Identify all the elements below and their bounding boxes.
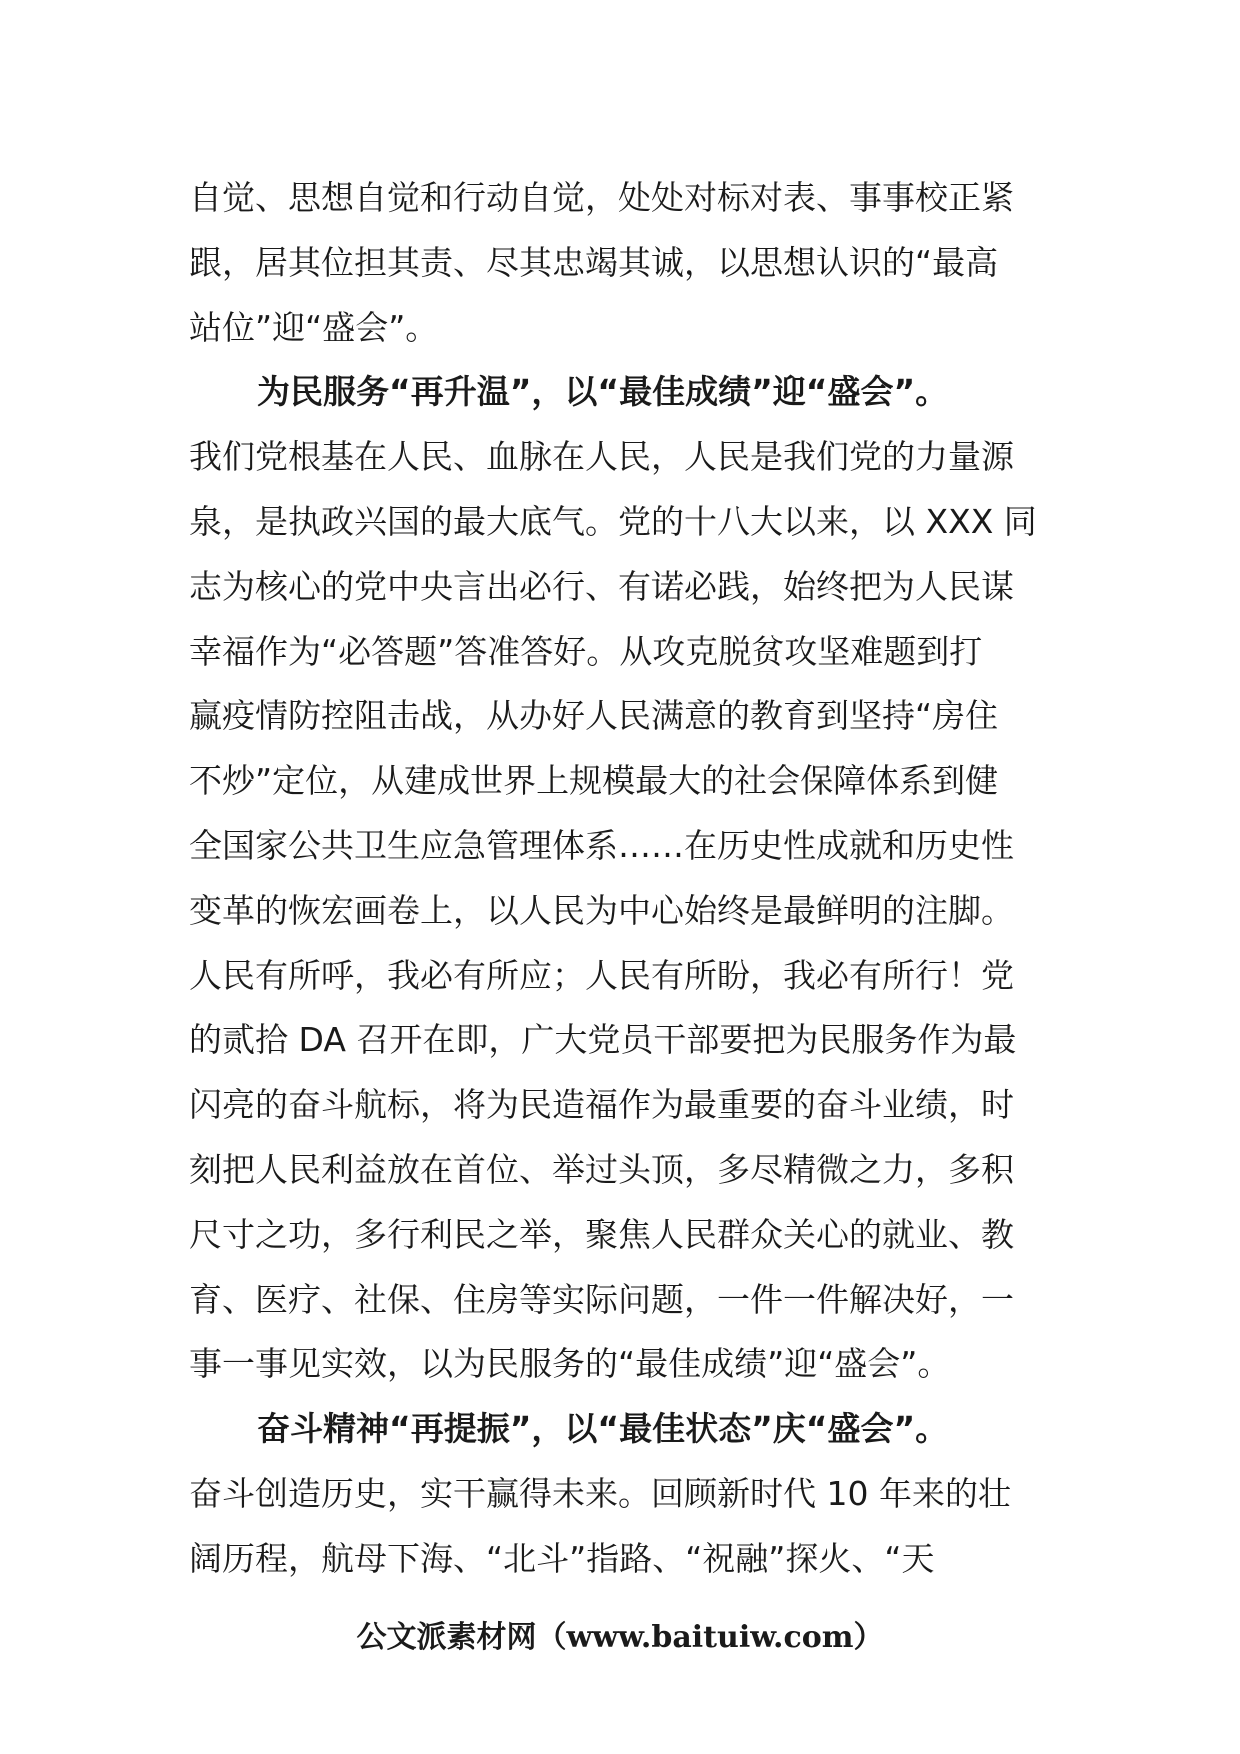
text-line: 泉，是执政兴国的最大底气。党的十八大以来，以 XXX 同: [189, 501, 1037, 541]
text-line: 我们党根基在人民、血脉在人民，人民是我们党的力量源: [189, 437, 1014, 477]
section-heading-spirit: 奋斗精神“再提振”，以“最佳状态”庆“盛会”。: [257, 1409, 949, 1449]
text-line: 阔历程，航母下海、“北斗”指路、“祝融”探火、“天: [189, 1538, 935, 1578]
text-line: 闪亮的奋斗航标，将为民造福作为最重要的奋斗业绩，时: [189, 1085, 1014, 1125]
text-line: 变革的恢宏画卷上，以人民为中心始终是最鲜明的注脚。: [189, 890, 1014, 930]
text-line: 奋斗创造历史，实干赢得未来。回顾新时代 10 年来的壮: [189, 1473, 1011, 1513]
text-line: 刻把人民利益放在首位、举过头顶，多尽精微之力，多积: [189, 1149, 1014, 1189]
text-line: 育、医疗、社保、住房等实际问题，一件一件解决好，一: [189, 1279, 1014, 1319]
text-line: 站位”迎“盛会”。: [189, 307, 439, 347]
text-line: 志为核心的党中央言出必行、有诺必践，始终把为人民谋: [189, 566, 1014, 606]
document-body: [189, 166, 1059, 1592]
text-line: 人民有所呼，我必有所应；人民有所盼，我必有所行！党: [189, 955, 1014, 995]
text-line: 跟，居其位担其责、尽其忠竭其诚，以思想认识的“最高: [189, 242, 999, 282]
text-line: 全国家公共卫生应急管理体系……在历史性成就和历史性: [189, 825, 1014, 865]
text-line: 事一事见实效，以为民服务的“最佳成绩”迎“盛会”。: [189, 1344, 951, 1384]
text-line: 不炒”定位，从建成世界上规模最大的社会保障体系到健: [189, 761, 999, 801]
text-line: 幸福作为“必答题”答准答好。从攻克脱贫攻坚难题到打: [189, 631, 983, 671]
section-heading-service: 为民服务“再升温”，以“最佳成绩”迎“盛会”。: [257, 372, 949, 412]
text-line: 赢疫情防控阻击战，从办好人民满意的教育到坚持“房住: [189, 696, 999, 736]
text-line: 尺寸之功，多行利民之举，聚焦人民群众关心的就业、教: [189, 1214, 1014, 1254]
text-line: 自觉、思想自觉和行动自觉，处处对标对表、事事校正紧: [189, 178, 1014, 217]
footer-watermark: 公文派素材网（www.baituiw.com）: [356, 1620, 884, 1655]
text-line: 的贰拾 DA 召开在即，广大党员干部要把为民服务作为最: [189, 1020, 1017, 1060]
